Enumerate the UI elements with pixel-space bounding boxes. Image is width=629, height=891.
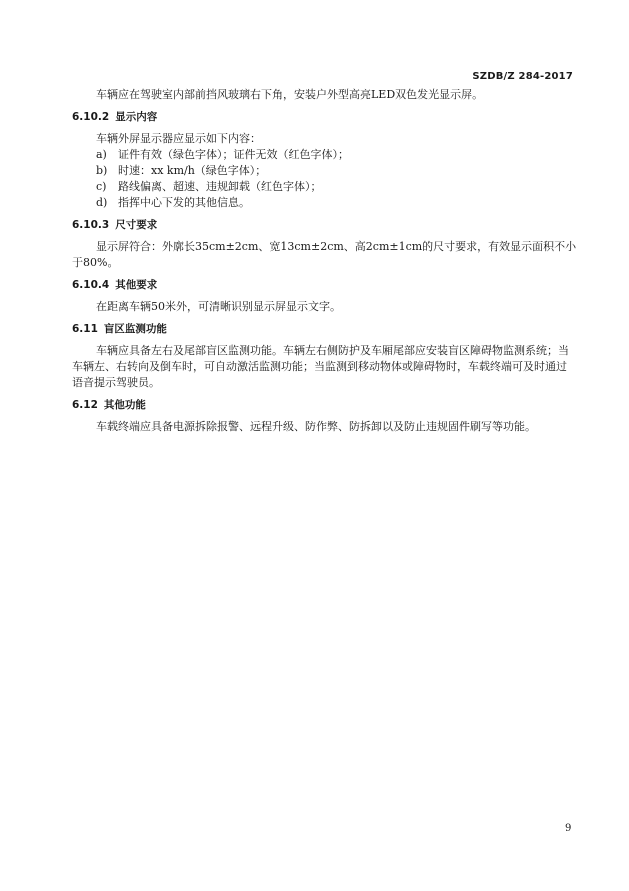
list-item-text: 路线偏离、超速、违规卸载（红色字体）；: [118, 180, 322, 193]
list-marker: c): [96, 180, 107, 193]
list-item-text: 指挥中心下发的其他信息。: [118, 196, 250, 209]
list-marker: a): [96, 148, 107, 161]
section-number: 6.10.4: [72, 279, 110, 291]
list-item: [72, 179, 577, 195]
size-requirement-paragraph: 显示屏符合：外廓长35cm±2cm、宽13cm±2cm、高2cm±1cm的尺寸要求，有效显示面积不小于80%。: [72, 240, 577, 269]
section-number: 6.10.3: [72, 219, 110, 231]
section-heading-6-10-2: [72, 109, 577, 125]
section-heading-6-12: [72, 397, 577, 413]
document-code: SZDB/Z 284-2017: [472, 71, 573, 82]
section-title: 其他功能: [103, 399, 146, 411]
page-number: 9: [565, 823, 572, 834]
blind-spot-paragraph: 车辆应具备左右及尾部盲区监测功能。车辆左右侧防护及车厢尾部应安装盲区障碍物监测系统；当车辆左、右转向及倒车时，可自动激活监测功能；当监测到移动物体或障碍物时，车载终端可及时通过语音提示驾驶员。: [72, 344, 569, 389]
display-content-lead: 车辆外屏显示器应显示如下内容：: [96, 132, 261, 145]
section-title: 尺寸要求: [115, 219, 158, 231]
list-item: [72, 147, 577, 163]
section-number: 6.10.2: [72, 111, 110, 123]
page-body: [72, 87, 577, 435]
section-heading-6-11: [72, 321, 577, 337]
section-number: 6.12: [72, 399, 98, 411]
list-item-text: 证件有效（绿色字体）；证件无效（红色字体）；: [118, 148, 349, 161]
list-item: [72, 163, 577, 179]
other-requirement-paragraph: 在距离车辆50米外，可清晰识别显示屏显示文字。: [96, 300, 341, 313]
list-item-text: 时速：xx km/h（绿色字体）；: [118, 164, 267, 177]
list-item: [72, 195, 577, 211]
section-title: 盲区监测功能: [103, 323, 167, 335]
list-marker: d): [96, 196, 108, 209]
section-title: 显示内容: [115, 111, 158, 123]
section-heading-6-10-3: [72, 217, 577, 233]
section-number: 6.11: [72, 323, 98, 335]
section-title: 其他要求: [115, 279, 158, 291]
intro-paragraph: 车辆应在驾驶室内部前挡风玻璃右下角，安装户外型高亮LED双色发光显示屏。: [96, 88, 484, 101]
list-marker: b): [96, 164, 108, 177]
other-functions-paragraph: 车载终端应具备电源拆除报警、远程升级、防作弊、防拆卸以及防止违规固件刷写等功能。: [96, 420, 536, 433]
section-heading-6-10-4: [72, 277, 577, 293]
